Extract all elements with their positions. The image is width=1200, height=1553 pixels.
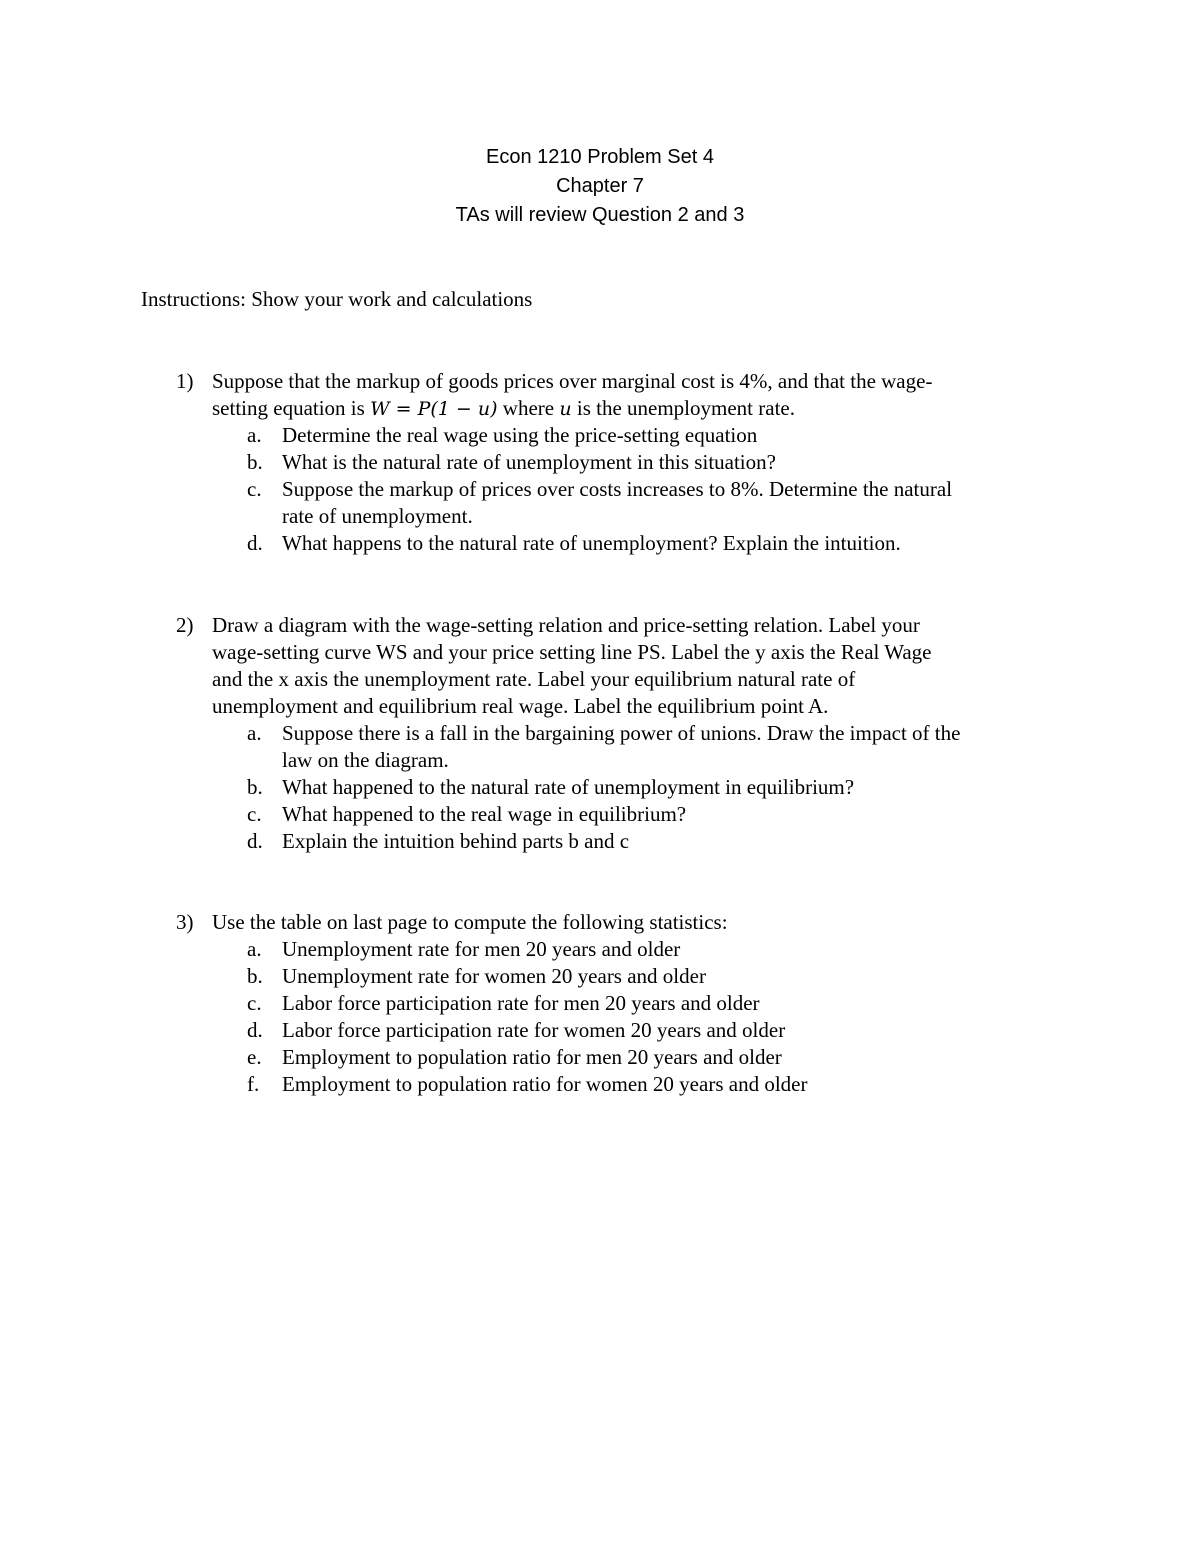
chapter-heading: Chapter 7 bbox=[556, 175, 644, 197]
question-3e-label: e. bbox=[247, 1045, 262, 1069]
wage-setting-equation: W = P(1 − u) bbox=[370, 398, 498, 420]
question-3c-text: Labor force participation rate for men 20 years and older bbox=[282, 991, 760, 1015]
question-3-text: Use the table on last page to compute the following statistics: bbox=[212, 910, 728, 934]
question-2b-text: What happened to the natural rate of unemployment in equilibrium? bbox=[282, 775, 855, 799]
question-2a-text: Suppose there is a fall in the bargaining power of unions. Draw the impact of the bbox=[282, 721, 961, 745]
document-title: Econ 1210 Problem Set 4 bbox=[486, 146, 714, 168]
question-3e-text: Employment to population ratio for men 20 years and older bbox=[282, 1045, 782, 1069]
question-2a-text-cont: law on the diagram. bbox=[282, 748, 449, 772]
review-note: TAs will review Question 2 and 3 bbox=[455, 204, 745, 226]
question-1a-text: Determine the real wage using the price-setting equation bbox=[282, 423, 758, 447]
question-2a-label: a. bbox=[247, 721, 262, 745]
question-3d-text: Labor force participation rate for women 20 years and older bbox=[282, 1018, 786, 1042]
question-2-text-1: Draw a diagram with the wage-setting relation and price-setting relation. Label your bbox=[212, 613, 920, 637]
question-2d-label: d. bbox=[247, 829, 263, 853]
question-2-text-3: and the x axis the unemployment rate. Label your equilibrium natural rate of bbox=[212, 667, 856, 691]
question-3b-label: b. bbox=[247, 964, 263, 988]
equation-prefix: setting equation is bbox=[212, 396, 371, 420]
question-3-number: 3) bbox=[176, 910, 194, 934]
question-1-equation-line bbox=[212, 395, 795, 423]
question-3b-text: Unemployment rate for women 20 years and older bbox=[282, 964, 706, 988]
equation-mid: where bbox=[497, 396, 560, 420]
question-3a-label: a. bbox=[247, 937, 262, 961]
equation-variable: u bbox=[559, 398, 572, 420]
question-3c-label: c. bbox=[247, 991, 262, 1015]
equation-suffix: is the unemployment rate. bbox=[571, 396, 795, 420]
question-2b-label: b. bbox=[247, 775, 263, 799]
question-1a-label: a. bbox=[247, 423, 262, 447]
question-3f-text: Employment to population ratio for women 20 years and older bbox=[282, 1072, 808, 1096]
question-1-number: 1) bbox=[176, 369, 194, 393]
question-1-text: Suppose that the markup of goods prices over marginal cost is 4%, and that the wage- bbox=[212, 369, 933, 393]
question-1b-text: What is the natural rate of unemployment in this situation? bbox=[282, 450, 776, 474]
question-2c-label: c. bbox=[247, 802, 262, 826]
question-1c-label: c. bbox=[247, 477, 262, 501]
question-1c-text-cont: rate of unemployment. bbox=[282, 504, 473, 528]
question-2-number: 2) bbox=[176, 613, 194, 637]
question-2-text-4: unemployment and equilibrium real wage. Label the equilibrium point A. bbox=[212, 694, 829, 718]
question-3d-label: d. bbox=[247, 1018, 263, 1042]
question-2c-text: What happened to the real wage in equilibrium? bbox=[282, 802, 687, 826]
question-2-text-2: wage-setting curve WS and your price setting line PS. Label the y axis the Real Wage bbox=[212, 640, 932, 664]
question-1d-text: What happens to the natural rate of unemployment? Explain the intuition. bbox=[282, 531, 901, 555]
instructions: Instructions: Show your work and calculations bbox=[141, 287, 533, 311]
question-1c-text: Suppose the markup of prices over costs increases to 8%. Determine the natural bbox=[282, 477, 953, 501]
question-2d-text: Explain the intuition behind parts b and c bbox=[282, 829, 630, 853]
question-3a-text: Unemployment rate for men 20 years and older bbox=[282, 937, 681, 961]
question-3f-label: f. bbox=[247, 1072, 260, 1096]
question-1b-label: b. bbox=[247, 450, 263, 474]
question-1d-label: d. bbox=[247, 531, 263, 555]
